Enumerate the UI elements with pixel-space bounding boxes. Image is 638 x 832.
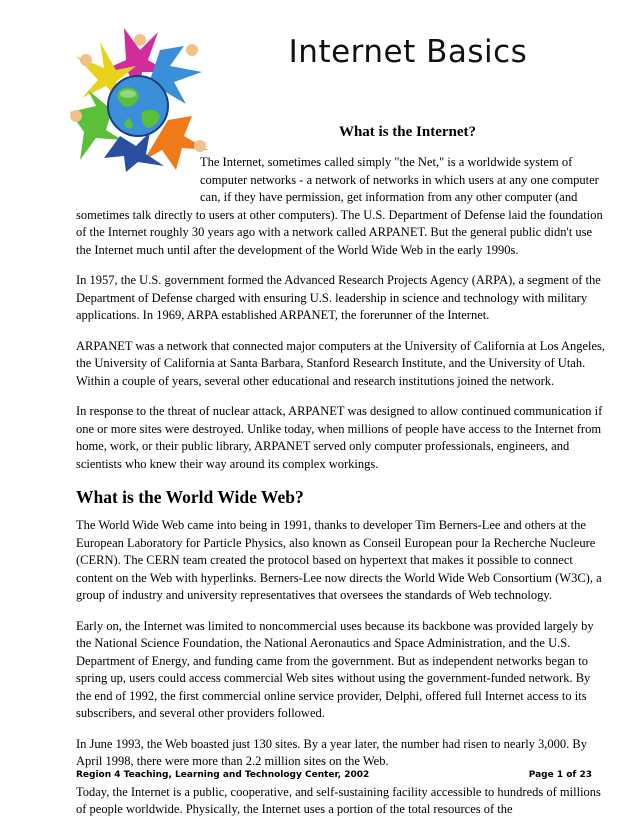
section-heading: What is the World Wide Web? [76,487,304,507]
footer-credit: Region 4 Teaching, Learning and Technology Center, 2002 [76,770,370,780]
document-body [76,154,606,832]
paragraph: In 1957, the U.S. government formed the Advanced Research Projects Agency (ARPA), a segment of the Department of Defense charged with ensuring U.S. leadership in science and technology with military applications. In 1969, ARPA established ARPANET, the forerunner of the Internet. [76,273,601,322]
section-subtitle: What is the Internet? [338,124,477,140]
globe [108,76,168,136]
page-title: Internet Basics [288,34,528,70]
paragraph: Today, the Internet is a public, cooperative, and self-sustaining facility accessible to hundreds of millions of people worldwide. Physically, the Internet uses a portion of the total resources of the [76,784,601,816]
page-number: Page 1 of 23 [528,770,592,780]
paragraph: In June 1993, the Web boasted just 130 sites. By a year later, the number had risen to nearly 3,000. By April 1998, there were more than 2.2 million sites on the Web. [76,736,587,768]
paragraph: ARPANET was a network that connected major computers at the University of California at Los Angeles, the University of California at Santa Barbara, Stanford Research Institute, and the University of Utah. Within a couple of years, several other educational and research institutions joined the network. [76,338,606,388]
paragraph: The Internet, sometimes called simply "the Net," is a worldwide system of computer networks - a network of networks in which users at any one computer can, if they have permission, get information from any other computer (and sometimes talk directly to users at other computers). The U.S. Department of Defense laid the foundation of the Internet roughly 30 years ago with a network called ARPANET. But the general public didn't use the Internet much until after the development of the World Wide Web in the early 1990s. [76,155,603,257]
page-footer [76,770,592,780]
paragraph: The World Wide Web came into being in 1991, thanks to developer Tim Berners-Lee and others at the European Laboratory for Particle Physics, also known as Conseil European pour la Recherche Nucleure (CERN). The CERN team created the protocol based on hypertext that makes it possible to connect content on the Web with hyperlinks. Berners-Lee now directs the World Wide Web Consortium (W3C), a group of industry and university representatives that oversees the standards of Web technology. [76,518,602,602]
globe-with-people-icon [64,20,212,174]
paragraph: In response to the threat of nuclear attack, ARPANET was designed to allow continued communication if one or more sites were destroyed. Unlike today, when millions of people have access to the Internet from home, work, or their public library, ARPANET served only computer professionals, engineers, and scientists who knew their way around its complex workings. [76,404,603,471]
paragraph: Early on, the Internet was limited to noncommercial uses because its backbone was provided largely by the National Science Foundation, the National Aeronautics and Space Administration, and the U.S. Department of Energy, and funding came from the government. But as independent networks began to spring up, users could access commercial Web sites without using the government-funded network. By the end of 1992, the first commercial online service provider, Delphi, offered full Internet access to its subscribers, and several other providers followed. [76,618,594,720]
clipart-spacer [76,154,200,192]
